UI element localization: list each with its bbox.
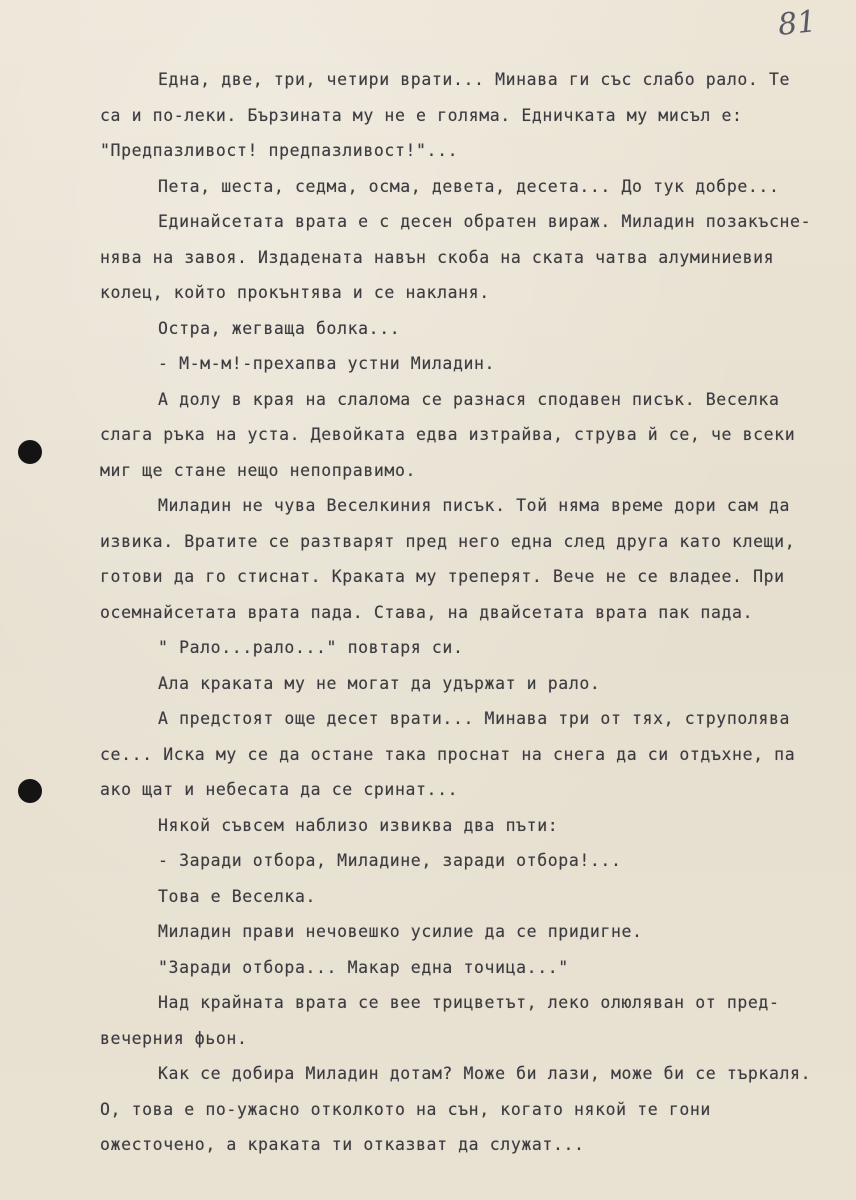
text-line: О, това е по-ужасно отколкото на сън, когато някой те гони: [100, 1099, 711, 1119]
text-line: миг ще стане нещо непоправимо.: [100, 460, 417, 480]
punch-hole: [18, 779, 42, 803]
text-line: А предстоят още десет врати... Минава три от тях, струполява: [158, 709, 791, 728]
text-line: Остра, жегваща болка...: [158, 318, 401, 338]
body-text: [100, 62, 830, 1163]
text-line: " Рало...рало..." повтаря си.: [158, 638, 464, 657]
punch-hole: [18, 440, 42, 464]
text-line: ако щат и небесата да се сринат...: [100, 780, 459, 799]
text-line: Миладин прави нечовешко усилие да се придигне.: [158, 922, 643, 941]
text-line: Над крайната врата се вее трицветът, леко олюляван от пред-: [158, 993, 780, 1012]
text-line: Някой съвсем наблизо извиква два пъти:: [158, 815, 559, 835]
text-line: извика. Вратите се разтварят пред него една след друга като клещи,: [100, 531, 796, 551]
text-line: са и по-леки. Бързината му не е голяма. Едничката му мисъл е:: [100, 105, 743, 125]
text-line: Как се добира Миладин дотам? Може би лази, може би се търкаля.: [158, 1064, 812, 1083]
text-line: Пета, шеста, седма, осма, девета, десета... До тук добре...: [158, 176, 780, 196]
text-line: слага ръка на уста. Девойката едва изтрайва, струва й се, че всеки: [100, 425, 796, 444]
page-number: 81: [776, 4, 818, 43]
text-line: "Заради отбора... Макар една точица...": [158, 957, 569, 977]
text-line: "Предпазливост! предпазливост!"...: [100, 141, 459, 160]
text-line: колец, който прокънтява и се накланя.: [100, 283, 490, 302]
text-line: ожесточено, а краката ти отказват да служат...: [100, 1135, 585, 1154]
text-line: - М-м-м!-прехапва устни Миладин.: [158, 354, 496, 373]
text-line: осемнайсетата врата пада. Става, на двайсетата врата пак пада.: [100, 602, 754, 622]
text-line: Ала краката му не могат да удържат и рало.: [158, 673, 601, 693]
text-line: Това е Веселка.: [158, 886, 317, 906]
text-line: Една, две, три, четири врати... Минава ги със слабо рало. Те: [158, 70, 791, 89]
text-line: готови да го стиснат. Краката му треперят. Вече не се владее. При: [100, 567, 785, 586]
text-line: А долу в края на слалома се разнася сподавен писък. Веселка: [158, 389, 780, 409]
text-line: вечерния фьон.: [100, 1028, 248, 1048]
text-line: Единайсетата врата е с десен обратен вираж. Миладин позакъсне-: [158, 212, 812, 231]
text-line: нява на завоя. Издадената навън скоба на ската чатва алуминиевия: [100, 247, 775, 267]
text-line: - Заради отбора, Миладине, заради отбора!...: [158, 851, 622, 870]
text-line: Миладин не чува Веселкиния писък. Той няма време дори сам да: [158, 496, 791, 515]
text-line: се... Иска му се да остане така проснат на снега да си отдъхне, па: [100, 744, 796, 764]
